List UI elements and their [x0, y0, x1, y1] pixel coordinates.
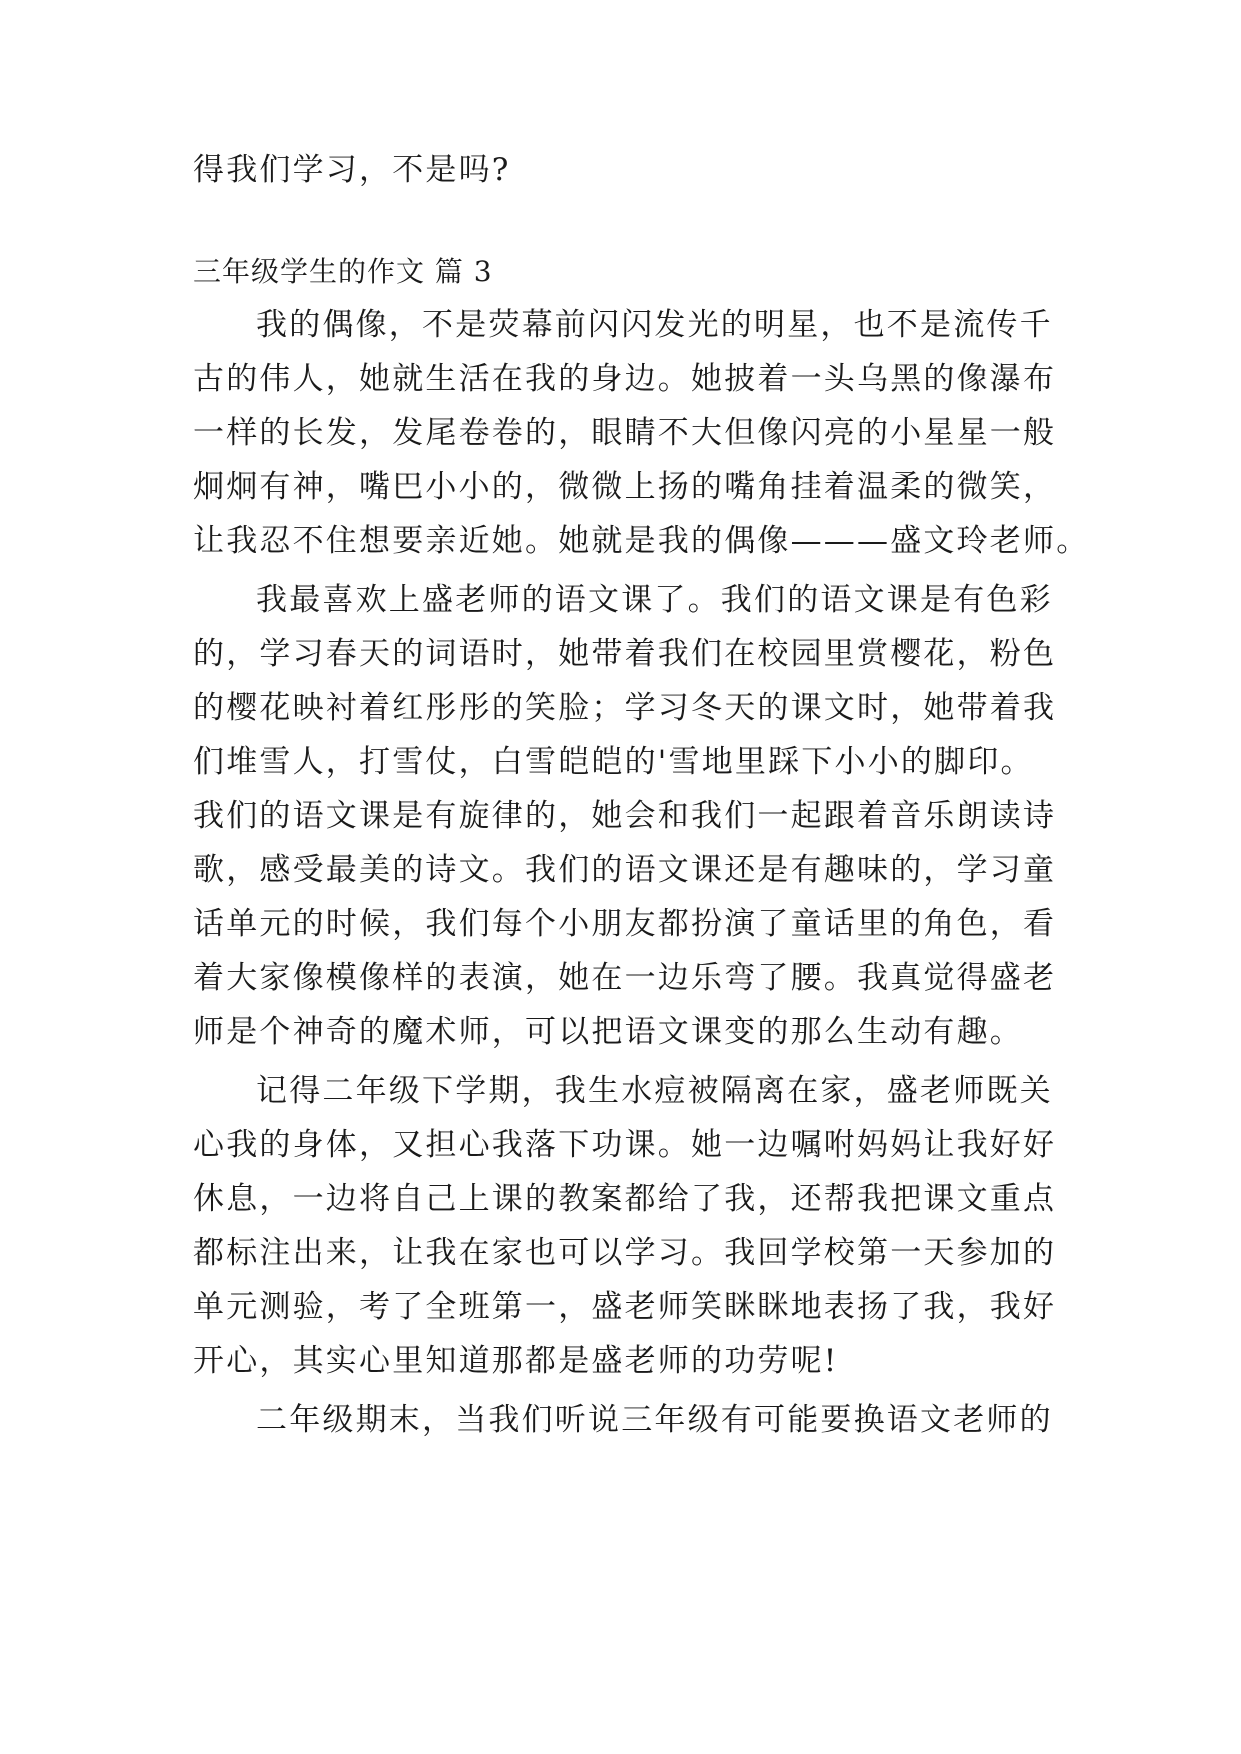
paragraph-line: 话单元的时候，我们每个小朋友都扮演了童话里的角色，看	[193, 906, 1057, 942]
opening-line: 得我们学习，不是吗?	[193, 152, 511, 188]
paragraph-line: 心我的身体，又担心我落下功课。她一边嘱咐妈妈让我好好	[193, 1127, 1057, 1163]
paragraph-line: 一样的长发，发尾卷卷的，眼睛不大但像闪亮的小星星一般	[193, 415, 1057, 451]
paragraph-line: 让我忍不住想要亲近她。她就是我的偶像———盛文玲老师。	[193, 523, 1090, 559]
paragraph-line: 休息，一边将自己上课的教案都给了我，还帮我把课文重点	[193, 1181, 1057, 1217]
paragraph-line: 着大家像模像样的表演，她在一边乐弯了腰。我真觉得盛老	[193, 960, 1057, 996]
paragraph-line: 我们的语文课是有旋律的，她会和我们一起跟着音乐朗读诗	[193, 798, 1057, 834]
paragraph-line: 二年级期末，当我们听说三年级有可能要换语文老师的	[256, 1402, 1053, 1438]
paragraph-line: 都标注出来，让我在家也可以学习。我回学校第一天参加的	[193, 1235, 1057, 1271]
paragraph-line: 歌，感受最美的诗文。我们的语文课还是有趣味的，学习童	[193, 852, 1057, 888]
paragraph-line: 的，学习春天的词语时，她带着我们在校园里赏樱花，粉色	[193, 636, 1057, 672]
paragraph-line: 开心，其实心里知道那都是盛老师的功劳呢!	[193, 1343, 839, 1379]
paragraph-line: 我最喜欢上盛老师的语文课了。我们的语文课是有色彩	[256, 582, 1053, 618]
paragraph-line: 单元测验，考了全班第一，盛老师笑眯眯地表扬了我，我好	[193, 1289, 1057, 1325]
paragraph-line: 我的偶像，不是荧幕前闪闪发光的明星，也不是流传千	[256, 307, 1053, 343]
paragraph-line: 记得二年级下学期，我生水痘被隔离在家，盛老师既关	[256, 1073, 1053, 1109]
paragraph-line: 古的伟人，她就生活在我的身边。她披着一头乌黑的像瀑布	[193, 361, 1057, 397]
paragraph-line: 们堆雪人，打雪仗，白雪皑皑的'雪地里踩下小小的脚印。	[193, 744, 1034, 780]
paragraph-line: 炯炯有神，嘴巴小小的，微微上扬的嘴角挂着温柔的微笑，	[193, 469, 1057, 505]
paragraph-line: 的樱花映衬着红彤彤的笑脸；学习冬天的课文时，她带着我	[193, 690, 1057, 726]
paragraph-line: 师是个神奇的魔术师，可以把语文课变的那么生动有趣。	[193, 1014, 1023, 1050]
section-title: 三年级学生的作文 篇 3	[193, 255, 493, 288]
